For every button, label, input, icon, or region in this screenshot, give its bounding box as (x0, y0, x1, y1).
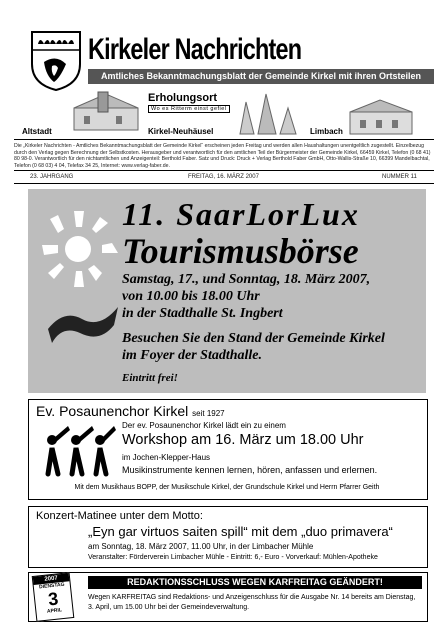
event-title: 11. SaarLorLux (122, 196, 360, 232)
event-location-line: in der Stadthalle St. Ingbert (122, 306, 283, 321)
dateline-volume: 23. JAHRGANG (30, 174, 74, 180)
matinee-date: am Sonntag, 18. März 2007, 11.00 Uhr, in der Limbacher Mühle (88, 542, 314, 551)
erholungsort-badge (148, 92, 230, 113)
matinee-motto: „Eyn gar virtuos saiten spill“ mit dem „duo primavera“ (88, 524, 393, 539)
sun-icon (40, 209, 120, 289)
masthead-divider (14, 139, 434, 140)
limbach-illustration (340, 96, 424, 136)
calendar-day: 3 (47, 588, 60, 610)
coat-of-arms-logo (30, 30, 82, 92)
posaunenchor-name: Ev. Posaunenchor Kirkel (36, 403, 189, 419)
dateline-rule-top (14, 170, 434, 171)
event-foyer-line: im Foyer der Stadthalle. (122, 348, 262, 363)
event-subtitle: Tourismusbörse (122, 231, 359, 271)
town-label-neuhaeusel: Kirkel-Neuhäusel (148, 127, 214, 136)
posaunenchor-footer: Mit dem Musikhaus BOPP, der Musikschule Kirkel, der Grundschule Kirkel und Herrn Pfarrer Geith (74, 484, 380, 491)
posaunenchor-title (36, 403, 225, 419)
badge-title: Erholungsort (148, 92, 218, 104)
newspaper-title: Kirkeler Nachrichten (88, 33, 302, 66)
map-shape-icon (44, 299, 122, 349)
event-date-line: Samstag, 17., und Sonntag, 18. März 2007, (122, 272, 371, 287)
event-time-line: von 10.00 bis 18.00 Uhr (122, 289, 260, 304)
deadline-title: REDAKTIONSSCHLUSS WEGEN KARFREITAG GEÄNDERT! (88, 576, 422, 589)
masthead (0, 0, 448, 140)
dateline-number: NUMMER 11 (382, 174, 417, 180)
posaunenchor-desc: Musikinstrumente kennen lernen, hören, anfassen und erlernen. (122, 465, 378, 475)
deadline-text-1: Wegen KARFREITAG sind Redaktions- und Anzeigenschluss für die Ausgabe Nr. 14 bereits am Dienstag, (88, 594, 416, 601)
town-label-limbach: Limbach (310, 127, 343, 136)
matinee-title: Konzert-Matinee unter dem Motto: (36, 510, 203, 522)
posaunenchor-since: seit 1927 (192, 409, 225, 418)
calendar-icon (32, 572, 75, 622)
badge-subtitle: Wo es Ritterm einst gefiel (148, 105, 230, 113)
posaunenchor-invite: Der ev. Posaunenchor Kirkel lädt ein zu einem (122, 421, 286, 430)
imprint-text: Die „Kirkeler Nachrichten - Amtliches Bekanntmachungsblatt der Gemeinde Kirkel“ erscheinen jeden Freitag und werden allen Haushaltungen unentgeltlich zugestellt. Einzelbezug durch den Verlag gegen Berechnung der Selbstkosten. Herausgeber und verantwortlich für den amtlichen Teil der Bürgermeister der Gemeinde Kirkel, 66459 Kirkel, Telefon (0 68 41) 80 98-0. Verantwortlich für den nichtamtlichen und Anzeigenteil: Berthold Faber. Satz und Druck: Druck + Verlag Berthold Faber GmbH, Otto-Wallis-Straße 10, 66399 Mandelbachtal, Telefon (0 68 03) 4 04, Telefax 34 25, Internet: www.verlag-faber.de. (14, 143, 431, 169)
neuhaeusel-illustration (232, 92, 302, 136)
calendar-year: 2007 (33, 573, 70, 585)
matinee-info: Veranstalter: Förderverein Limbacher Mühle - Eintritt: 6,- Euro - Vorverkauf: Mühlen-Apotheke (88, 554, 378, 561)
calendar-month: APRIL (46, 607, 63, 615)
newspaper-subtitle: Amtliches Bekanntmachungsblatt der Gemeinde Kirkel mit ihren Ortsteilen (88, 69, 434, 84)
dateline-date: FREITAG, 16. MÄRZ 2007 (188, 174, 259, 180)
event-visit-line: Besuchen Sie den Stand der Gemeinde Kirkel (122, 331, 385, 346)
trumpet-players-icon (38, 418, 118, 478)
town-label-altstadt: Altstadt (22, 127, 52, 136)
deadline-text-2: 3. April, um 15.00 Uhr bei der Gemeindeverwaltung. (88, 604, 250, 611)
posaunenchor-workshop: Workshop am 16. März um 18.00 Uhr (122, 432, 364, 448)
calendar-weekday: DIENSTAG (38, 581, 65, 591)
posaunenchor-place: im Jochen-Klepper-Haus (122, 453, 211, 462)
event-admission-line: Eintritt frei! (122, 372, 178, 384)
altstadt-illustration (70, 90, 142, 132)
dateline-rule-bottom (14, 183, 434, 184)
